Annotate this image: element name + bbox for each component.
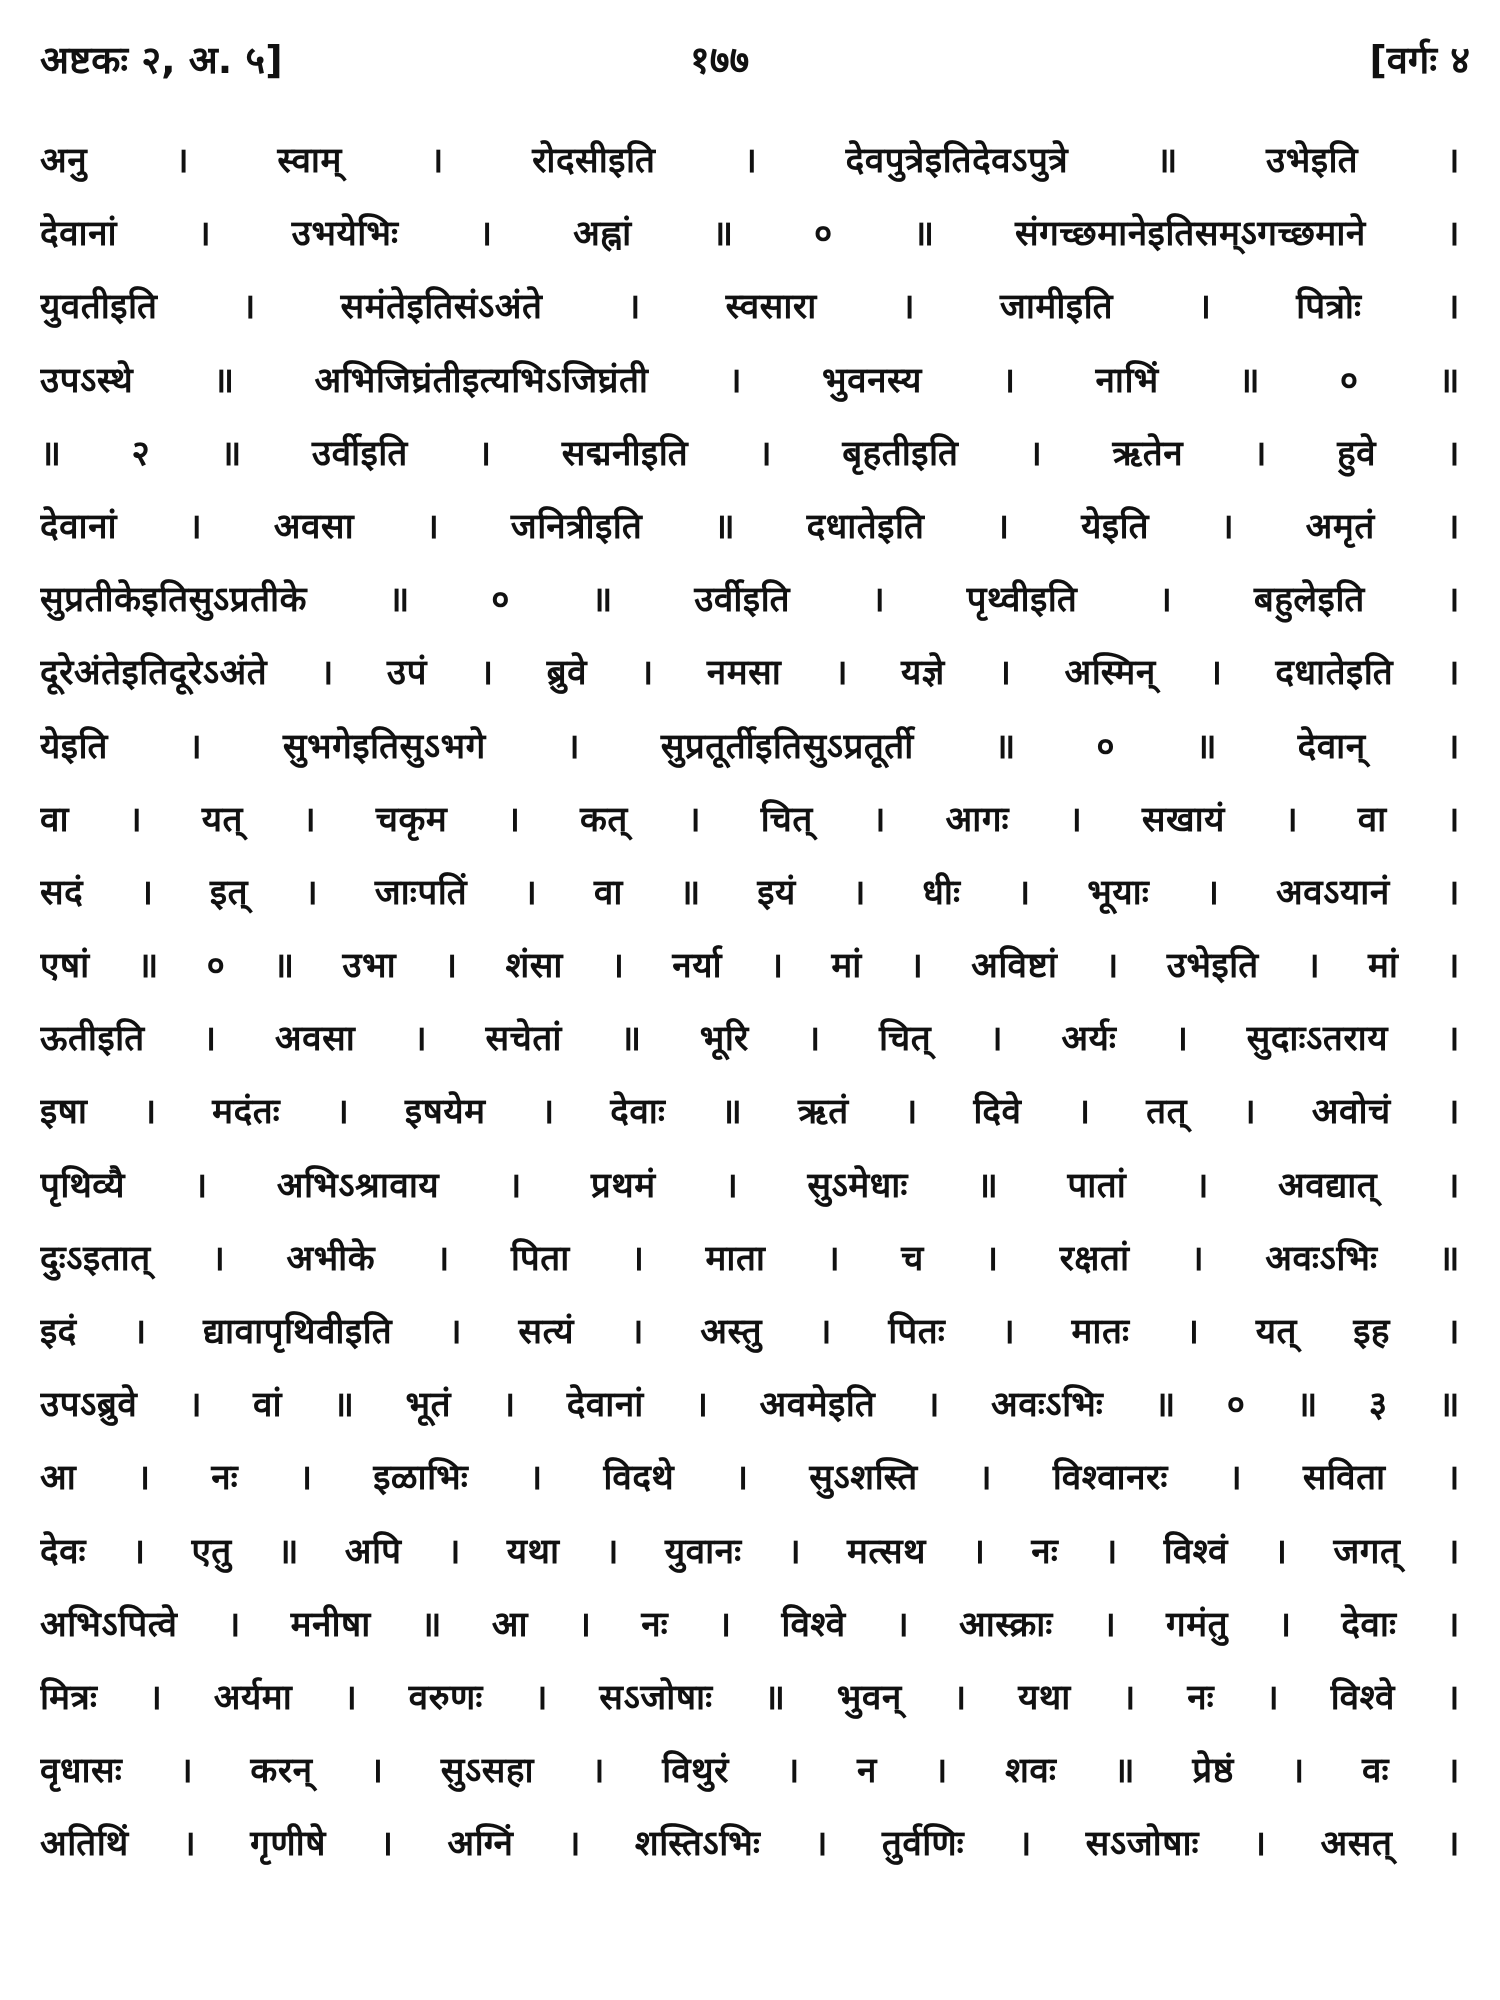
text-line: युवतीइति । समंतेइतिसंऽअंते । स्वसारा । जामीइति । पित्रोः । (40, 287, 1460, 328)
text-line: उपऽब्रुवे । वां ॥ भूतं । देवानां । अवमेइति । अवःऽभिः ॥ ० ॥ ३ ॥ (40, 1385, 1460, 1426)
text-line: देवः । एतु ॥ अपि । यथा । युवानः । मत्सथ । नः । विश्वं । जगत् । (40, 1531, 1460, 1572)
text-line: अनु । स्वाम् । रोदसीइति । देवपुत्रेइतिदेवऽपुत्रे ॥ उभेइति । (40, 141, 1460, 181)
text-line: पृथिव्यै । अभिऽश्रावाय । प्रथमं । सुऽमेधाः ॥ पातां । अवद्यात् । (40, 1165, 1460, 1206)
text-line: अभिऽपित्वे । मनीषा ॥ आ । नः । विश्वे । आस्क्राः । गमंतु । देवाः । (40, 1604, 1460, 1645)
text-line: देवानां । उभयेभिः । अह्नां ॥ ० ॥ संगच्छमानेइतिसम्ऽगच्छमाने । (40, 214, 1460, 255)
text-line: ॥ २ ॥ उर्वीइति । सद्मनीइति । बृहतीइति । ऋतेन । हुवे । (40, 433, 1460, 474)
text-line: वृधासः । करन् । सुऽसहा । विथुरं । न । शवः ॥ प्रेष्ठं । वः । (40, 1751, 1460, 1792)
text-line: देवानां । अवसा । जनित्रीइति ॥ दधातेइति । येइति । अमृतं । (40, 506, 1460, 547)
text-line: वा । यत् । चकृम । कत् । चित् । आगः । सखायं । वा । (40, 799, 1460, 840)
text-line: इदं । द्यावापृथिवीइति । सत्यं । अस्तु । पितः । मातः । यत् इह । (40, 1312, 1460, 1352)
pada-text-block (40, 125, 1460, 1882)
section-reference: अष्टकः २, अ. ५] (40, 38, 283, 82)
text-line: आ । नः । इळाभिः । विदथे । सुऽशस्ति । विश्वानरः । सविता । (40, 1458, 1460, 1499)
page-number: १७७ (690, 38, 750, 82)
text-line: सुप्रतीकेइतिसुऽप्रतीके ॥ ० ॥ उर्वीइति । पृथ्वीइति । बहुलेइति । (40, 580, 1460, 621)
text-line: ऊतीइति । अवसा । सचेतां ॥ भूरि । चित् । अर्यः । सुदाःऽतराय । (40, 1019, 1460, 1060)
page-header (40, 30, 1470, 90)
text-line: सदं । इत् । जाःपतिं । वा ॥ इयं । धीः । भूयाः । अवऽयानं । (40, 872, 1460, 913)
text-line: इषा । मदंतः । इषयेम । देवाः ॥ ऋतं । दिवे । तत् । अवोचं । (40, 1092, 1460, 1133)
varga-label: [वर्गः ४ (1369, 38, 1470, 82)
text-line: दुःऽइतात् । अभीके । पिता । माता । च । रक्षतां । अवःऽभिः ॥ (40, 1238, 1460, 1279)
text-line: अतिथिं । गृणीषे । अग्निं । शस्तिऽभिः । तुर्वणिः । सऽजोषाः । असत् । (40, 1824, 1460, 1865)
text-line: उपऽस्थे ॥ अभिजिघ्रंतीइत्यभिऽजिघ्रंती । भुवनस्य । नाभिं ॥ ० ॥ (40, 360, 1460, 401)
text-line: एषां ॥ ० ॥ उभा । शंसा । नर्या । मां । अविष्टां । उभेइति । मां । (40, 946, 1460, 987)
text-line: येइति । सुभगेइतिसुऽभगे । सुप्रतूर्तीइतिसुऽप्रतूर्ती ॥ ० ॥ देवान् । (40, 726, 1460, 767)
text-line: मित्रः । अर्यमा । वरुणः । सऽजोषाः ॥ भुवन् । यथा । नः । विश्वे । (40, 1677, 1460, 1718)
text-line: दूरेअंतेइतिदूरेऽअंते । उपं । ब्रुवे । नमसा । यज्ञे । अस्मिन् । दधातेइति । (40, 653, 1460, 694)
